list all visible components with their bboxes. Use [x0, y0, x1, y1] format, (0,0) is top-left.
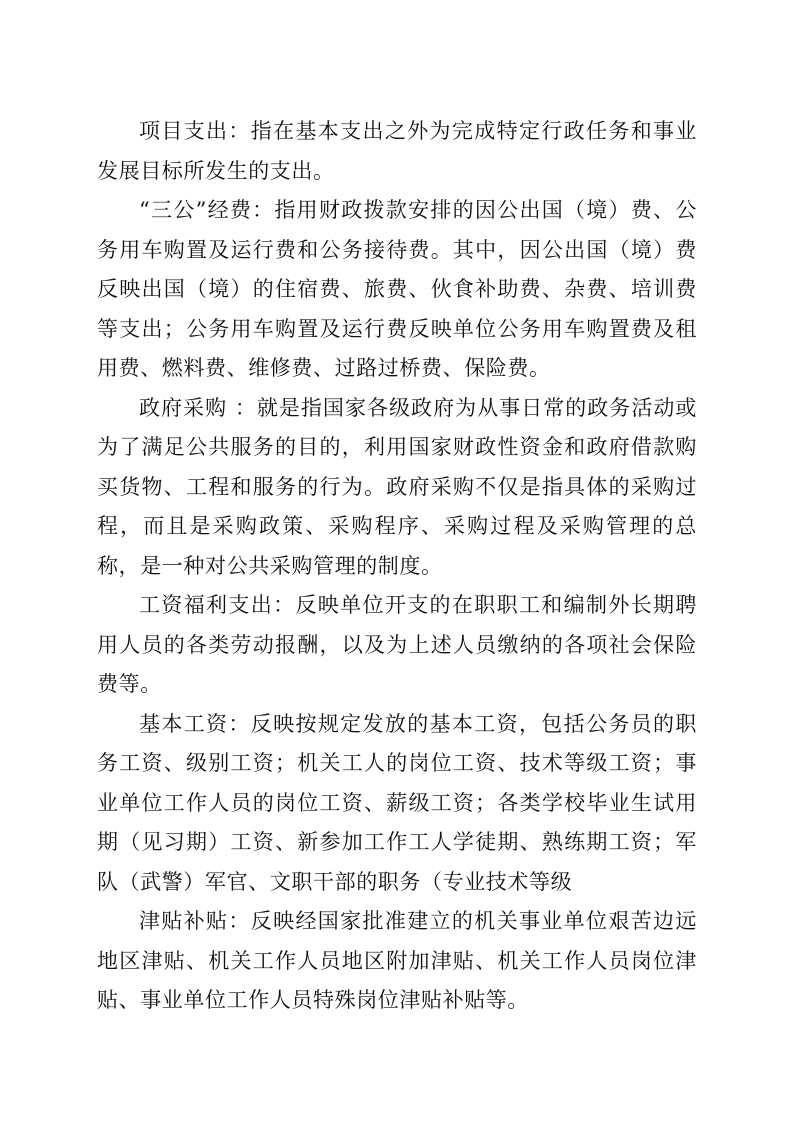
paragraph-government-procurement: 政府采购 ：就是指国家各级政府为从事日常的政务活动或为了满足公共服务的目的，利用国家财政性资金和政府借款购买货物、工程和服务的行为。政府采购不仅是指具体的采购过程，而且是采购政策、采购程序、采购过程及采购管理的总称，是一种对公共采购管理的制度。 — [97, 395, 697, 578]
document-body — [97, 112, 697, 1021]
paragraph-wage-welfare-expenditure: 工资福利支出：反映单位开支的在职职工和编制外长期聘用人员的各类劳动报酬，以及为上述人员缴纳的各项社会保险费等。 — [97, 593, 697, 696]
paragraph-three-public-expenses: “三公”经费：指用财政拨款安排的因公出国（境）费、公务用车购置及运行费和公务接待费。其中，因公出国（境）费反映出国（境）的住宿费、旅费、伙食补助费、杂费、培训费等支出；公务用车购置及运行费反映单位公务用车购置费及租用费、燃料费、维修费、过路过桥费、保险费。 — [97, 198, 697, 380]
paragraph-basic-wage: 基本工资：反映按规定发放的基本工资，包括公务员的职务工资、级别工资；机关工人的岗位工资、技术等级工资；事业单位工作人员的岗位工资、薪级工资；各类学校毕业生试用期（见习期）工资、新参加工作工人学徒期、熟练期工资；军队（武警）军官、文职干部的职务（专业技术等级 — [97, 711, 697, 894]
paragraph-allowances-subsidies: 津贴补贴：反映经国家批准建立的机关事业单位艰苦边远地区津贴、机关工作人员地区附加津贴、机关工作人员岗位津贴、事业单位工作人员特殊岗位津贴补贴等。 — [97, 909, 697, 1012]
paragraph-project-expenditure: 项目支出：指在基本支出之外为完成特定行政任务和事业发展目标所发生的支出。 — [97, 119, 697, 183]
